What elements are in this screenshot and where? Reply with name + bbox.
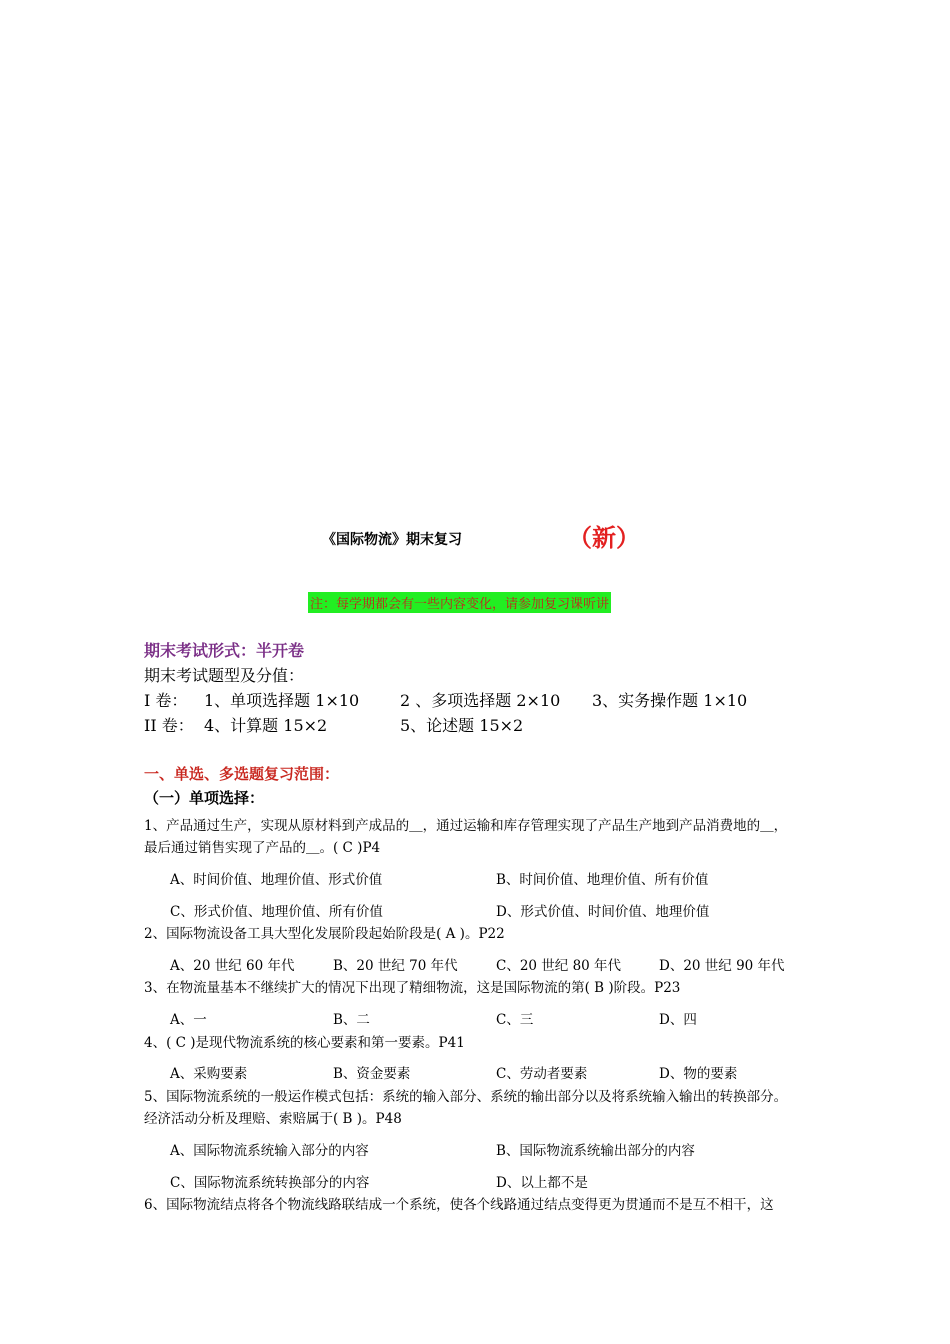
question-line: 4、( C )是现代物流系统的核心要素和第一要素。P41	[144, 1035, 465, 1051]
question-line: 经济活动分析及理赔、索赔属于( B )。P48	[144, 1111, 402, 1127]
option: B、二	[333, 1012, 370, 1028]
option: A、一	[170, 1012, 207, 1028]
option: C、形式价值、地理价值、所有价值	[170, 904, 383, 920]
exam-form-heading: 期末考试形式：半开卷	[144, 641, 305, 660]
option: A、20 世纪 60 年代	[170, 958, 295, 974]
exam-types-heading: 期末考试题型及分值：	[144, 666, 305, 685]
option: C、三	[496, 1012, 534, 1028]
question-line: 2、国际物流设备工具大型化发展阶段起始阶段是( A )。P22	[144, 926, 505, 942]
doc-title: 《国际物流》期末复习	[322, 532, 462, 548]
option: D、以上都不是	[496, 1175, 588, 1191]
subsection-heading: （一）单项选择：	[144, 789, 265, 807]
paper2-label: II 卷：	[144, 716, 194, 735]
option: C、国际物流系统转换部分的内容	[170, 1175, 370, 1191]
option: B、国际物流系统输出部分的内容	[496, 1143, 695, 1159]
option: C、20 世纪 80 年代	[496, 958, 622, 974]
option: B、资金要素	[333, 1066, 411, 1082]
option: C、劳动者要素	[496, 1066, 588, 1082]
paper1-label: I 卷：	[144, 691, 188, 710]
section-heading: 一、单选、多选题复习范围：	[144, 765, 340, 783]
option: A、时间价值、地理价值、形式价值	[170, 872, 383, 888]
paper1-item: 1、单项选择题 1×10	[204, 691, 360, 710]
option: B、20 世纪 70 年代	[333, 958, 458, 974]
question-line: 3、在物流量基本不继续扩大的情况下出现了精细物流，这是国际物流的第( B )阶段。P23	[144, 980, 681, 996]
highlight-note: 注：每学期都会有一些内容变化，请参加复习课听讲	[308, 592, 611, 613]
paper1-item: 3、实务操作题 1×10	[592, 691, 748, 710]
paper2-item: 5、论述题 15×2	[400, 716, 524, 735]
option: B、时间价值、地理价值、所有价值	[496, 872, 709, 888]
option: D、形式价值、时间价值、地理价值	[496, 904, 710, 920]
option: D、四	[659, 1012, 697, 1028]
new-mark: （新）	[568, 523, 640, 552]
question-line: 5、国际物流系统的一般运作模式包括：系统的输入部分、系统的输出部分以及将系统输入输出的转换部分。	[144, 1089, 788, 1105]
question-line: 6、国际物流结点将各个物流线路联结成一个系统，使各个线路通过结点变得更为贯通而不是互不相干，这	[144, 1197, 774, 1213]
option: A、国际物流系统输入部分的内容	[170, 1143, 369, 1159]
option: A、采购要素	[170, 1066, 248, 1082]
question-line: 1、产品通过生产，实现从原材料到产成品的＿，通过运输和库存管理实现了产品生产地到产品消费地的＿，	[144, 818, 788, 834]
paper1-item: 2 、多项选择题 2×10	[400, 691, 561, 710]
option: D、物的要素	[659, 1066, 738, 1082]
option: D、20 世纪 90 年代	[659, 958, 785, 974]
question-line: 最后通过销售实现了产品的＿。( C )P4	[144, 840, 381, 856]
paper2-item: 4、计算题 15×2	[204, 716, 328, 735]
